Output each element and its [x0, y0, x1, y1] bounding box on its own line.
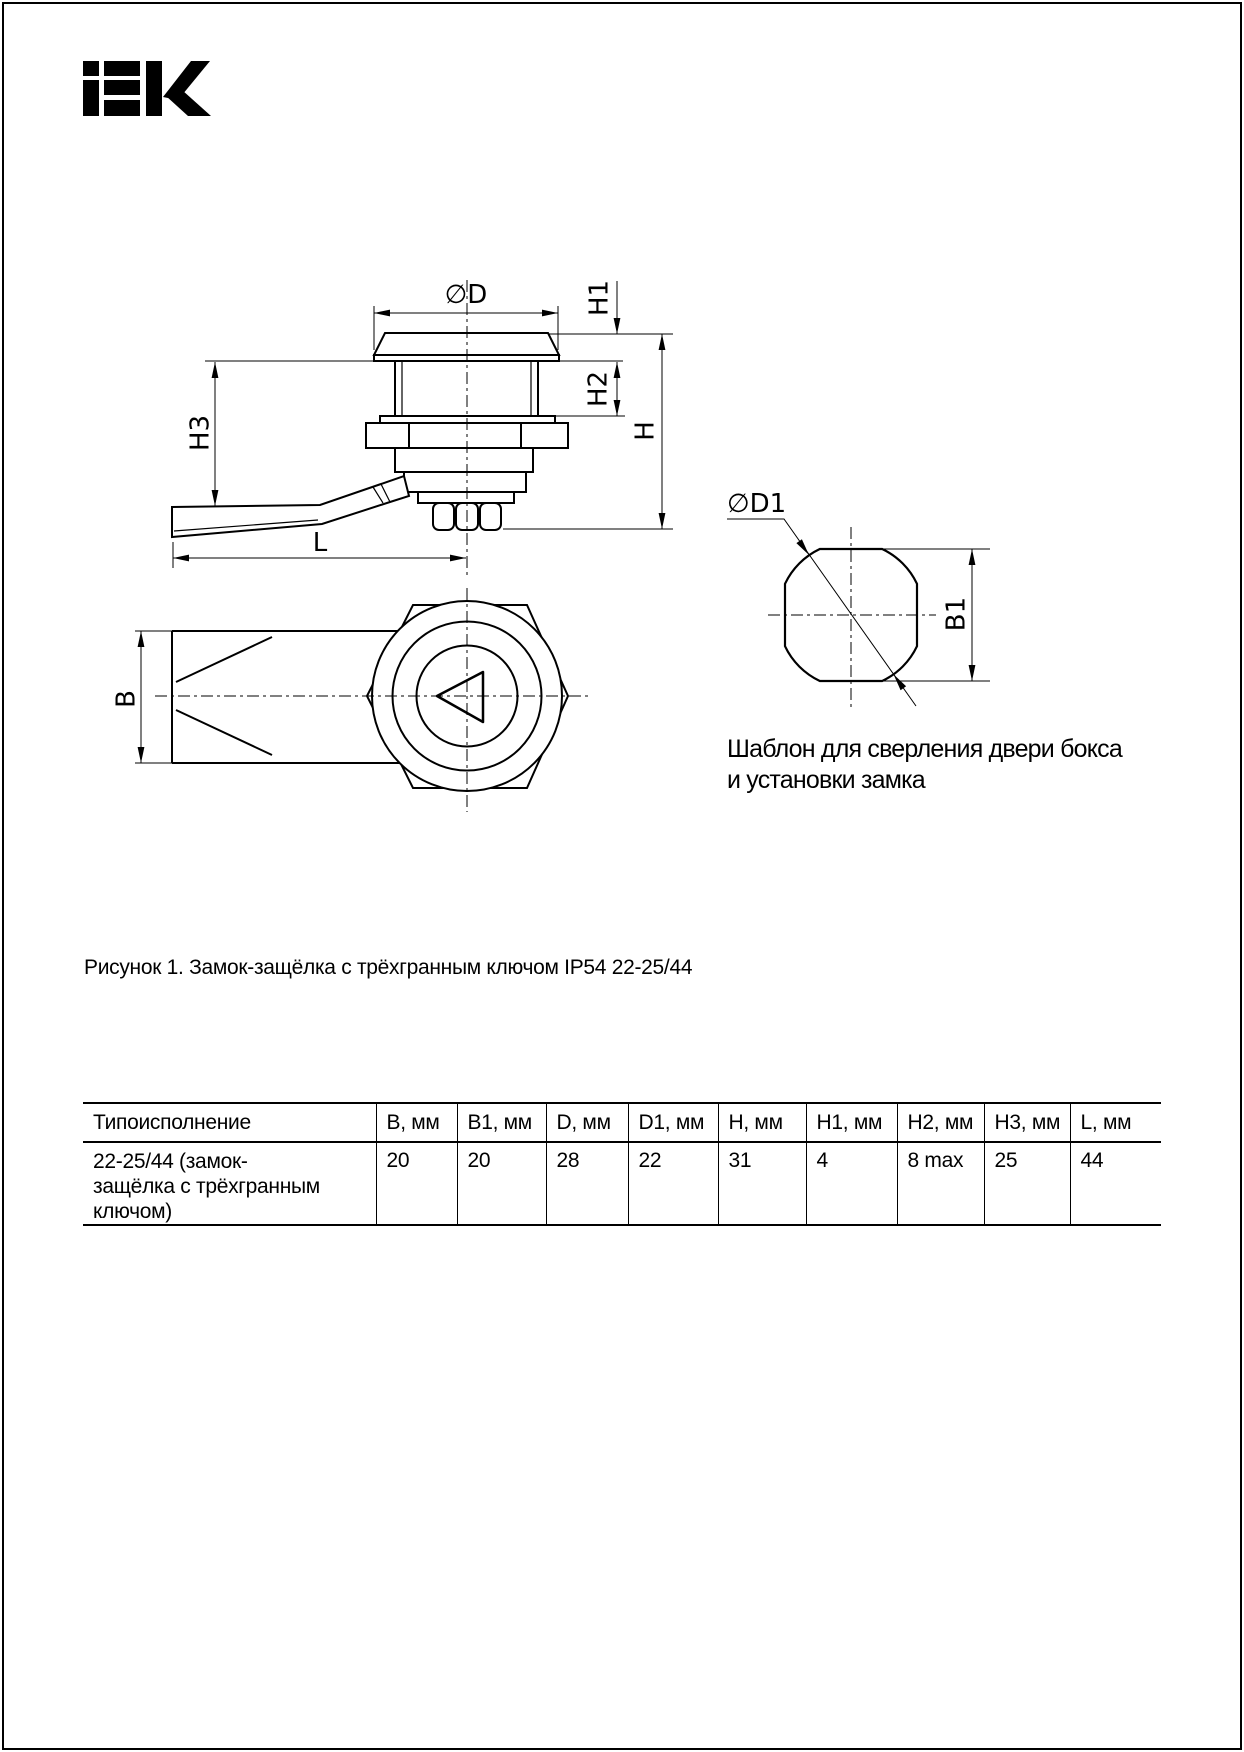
arrowhead [614, 318, 621, 334]
rear-view [112, 588, 593, 812]
table-cell: 25 [984, 1142, 1070, 1225]
table-cell: 20 [457, 1142, 546, 1225]
template-caption [727, 734, 1147, 796]
table-header-cell: H1, мм [806, 1103, 897, 1142]
side-view [172, 280, 673, 575]
body-step-1 [395, 448, 533, 472]
iek-logo-icon [83, 61, 211, 116]
arrowhead [969, 665, 976, 681]
dim-label-l: L [312, 528, 328, 558]
dim-label-h3: H3 [185, 414, 216, 452]
table-header-cell: Типоисполнение [93, 1110, 251, 1134]
figure-caption: Рисунок 1. Замок-защёлка с трёхгранным ключом IP54 22-25/44 [84, 956, 693, 979]
arrowhead [969, 549, 976, 565]
table-header-cell: L, мм [1070, 1103, 1161, 1142]
table-header-row [83, 1103, 1161, 1142]
arrowhead [614, 362, 621, 378]
table-cell: 4 [806, 1142, 897, 1225]
drilling-template [727, 489, 990, 707]
body-step-2 [404, 472, 526, 492]
dim-label-b1: B1 [941, 596, 972, 632]
arrowhead [894, 674, 907, 690]
fixing-nut-lobe [480, 503, 501, 530]
dim-label-b: B [111, 690, 142, 708]
type-designation: 22-25/44 (замок-защёлка с трёхгранным ключом) [93, 1150, 320, 1223]
template-caption-line2: и установки замка [727, 766, 925, 794]
logo-e-bar [104, 80, 140, 95]
dim-label-d: ∅D [444, 280, 488, 310]
cam-plate-outline [172, 631, 400, 763]
arrowhead [173, 555, 189, 562]
logo-i-dot [83, 61, 99, 76]
logo-i-stem [83, 80, 99, 116]
logo-k-stem [146, 61, 162, 116]
table-cell: 44 [1070, 1142, 1161, 1225]
table-cell: 20 [376, 1142, 457, 1225]
arrowhead [659, 513, 666, 529]
table-row [83, 1142, 1161, 1225]
table-cell: 31 [718, 1142, 806, 1225]
logo-e-bar [104, 100, 140, 116]
table-cell: 22 [628, 1142, 718, 1225]
table-header-cell: H, мм [718, 1103, 806, 1142]
dim-label-h: H [630, 421, 661, 441]
table-cell: 28 [546, 1142, 628, 1225]
arrowhead [796, 539, 809, 555]
arrowhead [450, 555, 466, 562]
arrowhead [374, 310, 390, 317]
table-cell [83, 1142, 376, 1225]
logo-e-bar [104, 61, 140, 76]
body-step-3 [418, 492, 514, 503]
table-header-cell: D1, мм [628, 1103, 718, 1142]
table-header-cell: B, мм [376, 1103, 457, 1142]
logo-k-lower-arm [166, 90, 211, 116]
dim-label-h1: H1 [584, 279, 615, 317]
dimensions-table [83, 1102, 1161, 1226]
arrowhead [659, 334, 666, 350]
arrowhead [614, 400, 621, 416]
dim-label-h2: H2 [583, 370, 614, 408]
table-header-cell: D, мм [546, 1103, 628, 1142]
arrowhead [542, 310, 558, 317]
arrowhead [212, 362, 219, 378]
table-header-cell: B1, мм [457, 1103, 546, 1142]
table-header-cell: H2, мм [897, 1103, 984, 1142]
table-cell: 8 max [897, 1142, 984, 1225]
template-caption-line1: Шаблон для сверления двери бокса [727, 735, 1122, 763]
dim-label-d1: ∅D1 [727, 489, 787, 519]
arrowhead [138, 747, 145, 763]
hex-nut-facet-line [409, 423, 521, 448]
arrowhead [212, 490, 219, 506]
table-header-cell: H3, мм [984, 1103, 1070, 1142]
fixing-nut-lobe [433, 503, 454, 530]
arrowhead [138, 631, 145, 647]
